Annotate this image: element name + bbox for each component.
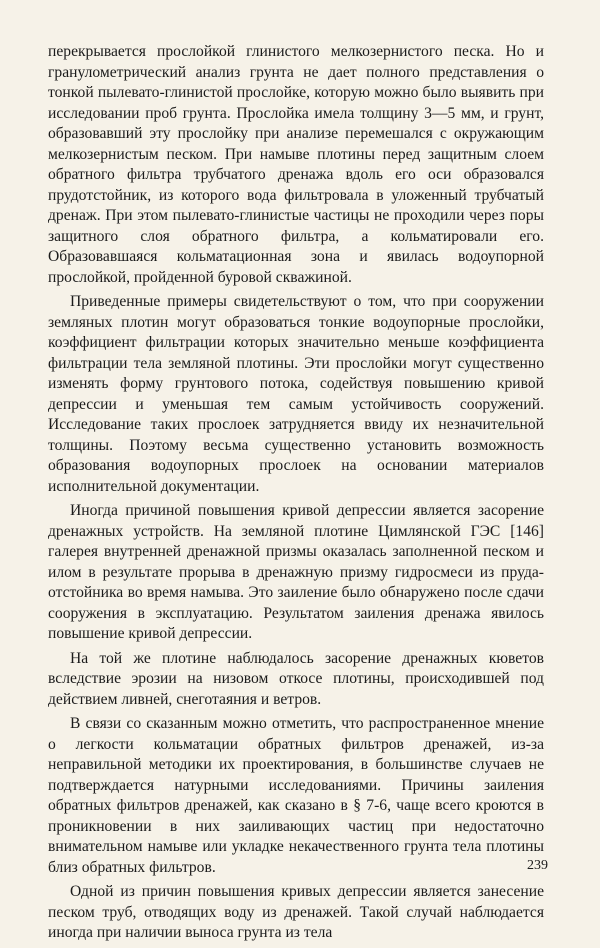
paragraph-3: Иногда причиной повышения кривой депрессии является засорение дренажных устройств. На земляной плотине Цимлянской ГЭС [146] галерея внутренней дренажной призмы оказалась заполненной песком и илом в результате прорыва в дренажную призму гидросмеси из пруда-отстойника во время намыва. Это заиление было обнаружено после сдачи сооружения в эксплуатацию. Результатом заиления дренажа явилось повышение кривой депрессии. <box>48 502 544 642</box>
paragraph-1: перекрывается прослойкой глинистого мелкозернистого песка. Но и гранулометрический анализ грунта не дает полного представления о тонкой пылевато-глинистой прослойке, которую можно было выявить при исследовании проб грунта. Прослойка имела толщину 3—5 мм, и грунт, образовавший эту прослойку при анализе перемешался с окружающим мелкозернистым песком. При намыве плотины перед защитным слоем обратного фильтра трубчатого дренажа вдоль его оси образовался прудотстойник, из которого вода фильтровала в уложенный трубчатый дренаж. При этом пылевато-глинистые частицы не проходили через поры защитного слоя обратного фильтра, а кольматировали его. Образовавшаяся кольматационная зона и явилась водоупорной прослойкой, пройденной буровой скважиной. <box>48 43 544 286</box>
page-body <box>48 42 544 948</box>
paragraph-5: В связи со сказанным можно отметить, что распространенное мнение о легкости кольматации обратных фильтров дренажей, из-за неправильной методики их проектирования, в большинстве случаев не подтверждается натурными исследованиями. Причины заиления обратных фильтров дренажей, как сказано в § 7-6, чаще всего кроются в проникновении в них заиливающих частиц при недостаточно внимательном намыве или укладке некачественного грунта тела плотины близ обратных фильтров. <box>48 715 544 876</box>
paragraph-6: Одной из причин повышения кривых депрессии является занесение песком труб, отводящих воду из дренажей. Такой случай наблюдается иногда при наличии выноса грунта из тела <box>48 883 544 941</box>
page-number: 239 <box>527 858 548 873</box>
paragraph-2: Приведенные примеры свидетельствуют о том, что при сооружении земляных плотин могут образоваться тонкие водоупорные прослойки, коэффициент фильтрации которых значительно меньше коэффициента фильтрации тела земляной плотины. Эти прослойки могут существенно изменять форму грунтового потока, содействуя повышению кривой депрессии и уменьшая тем самым устойчивость сооружений. Исследование таких прослоек затрудняется ввиду их незначительной толщины. Поэтому весьма существенно установить возможность образования водоупорных прослоек на основании материалов исполнительной документации. <box>48 293 544 495</box>
paragraph-4: На той же плотине наблюдалось засорение дренажных кюветов вследствие эрозии на низовом откосе плотины, происходившей под действием ливней, снеготаяния и ветров. <box>48 649 544 708</box>
